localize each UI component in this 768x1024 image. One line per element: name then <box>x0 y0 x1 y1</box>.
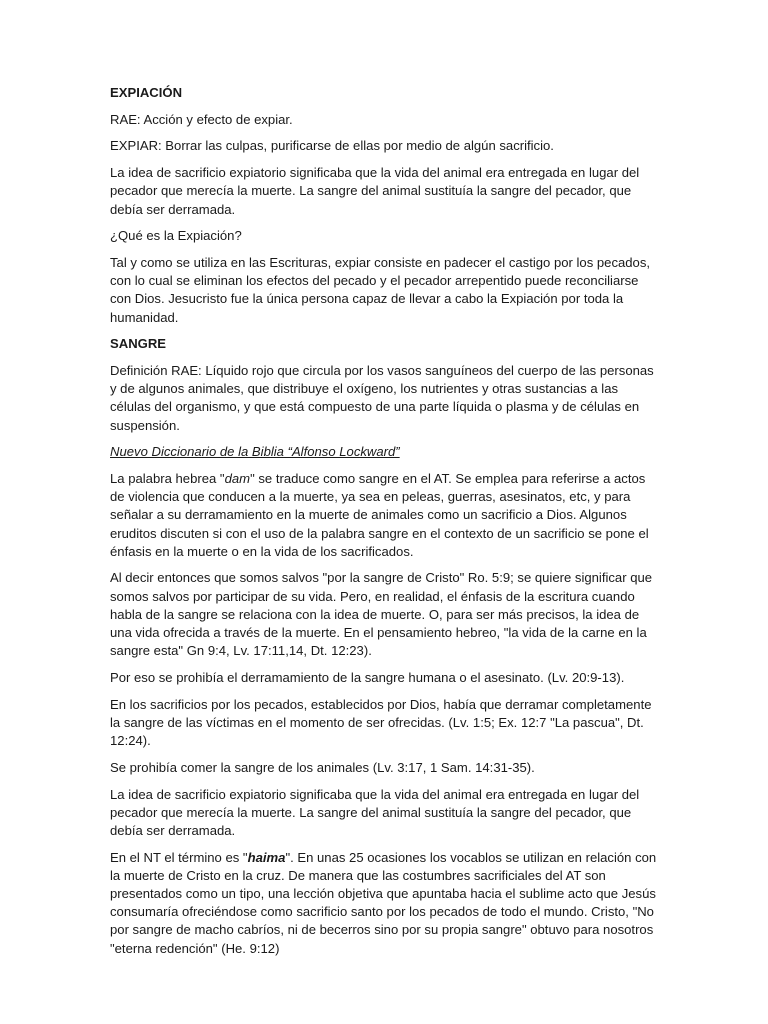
paragraph-dam-start: La palabra hebrea " <box>110 470 225 486</box>
rae-definition-sangre: Definición RAE: Líquido rojo que circula por los vasos sanguíneos del cuerpo de las personas y de algunos animales, que distribuye el oxígeno, los nutrientes y otras sustancias a las células del organismo, y que está compuesto de una parte líquida o plasma y de células en suspensión. <box>110 362 654 433</box>
paragraph-haima-rest: ". En unas 25 ocasiones los vocablos se utilizan en relación con la muerte de Cristo en la cruz. De manera que las costumbres sacrificiales del AT son presentados como un tipo, una lección objetiva que apuntaba hacia el sublime acto que Jesús consumaría ofreciéndose como sacrificio santo por los pecados de todo el mundo. Cristo, "No por sangre de macho cabríos, ni de becerros sino por su propia sangre" obtuvo para nosotros "eterna redención" (He. 9:12) <box>110 849 657 956</box>
paragraph-sacrificios-pecados: En los sacrificios por los pecados, establecidos por Dios, había que derramar completamente la sangre de las víctimas en el momento de ser ofrecidas. (Lv. 1:5; Ex. 12:7 "La pascua", Dt. 12:24). <box>110 696 652 749</box>
source-title: Nuevo Diccionario de la Biblia “Alfonso Lockward” <box>110 444 400 460</box>
paragraph-sacrificio-expiatorio: La idea de sacrificio expiatorio significaba que la vida del animal era entregada en lugar del pecador que merecía la muerte. La sangre del animal sustituía la sangre del pecador, que debía ser derramada. <box>110 165 640 217</box>
heading-sangre: SANGRE <box>110 336 167 352</box>
paragraph-prohibia-derramamiento: Por eso se prohibía el derramamiento de la sangre humana o el asesinato. (Lv. 20:9-13). <box>110 669 625 685</box>
paragraph-haima-start: En el NT el término es " <box>110 849 248 865</box>
paragraph-dam-rest: " se traduce como sangre en el AT. Se emplea para referirse a actos de violencia que conducen a la muerte, ya sea en peleas, guerras, asesinatos, etc, y para señalar a su derramamiento en la muerte de animales como un sacrificio a Dios. Algunos eruditos discuten si con el uso de la palabra sangre en el contexto de un sacrificio se pone el énfasis en la muerte o en la vida de los sacrificados. <box>110 470 649 559</box>
heading-expiacion: EXPIACIÓN <box>110 85 183 100</box>
document-page <box>110 84 662 966</box>
paragraph-prohibia-comer: Se prohibía comer la sangre de los animales (Lv. 3:17, 1 Sam. 14:31-35). <box>110 759 535 775</box>
term-haima: haima <box>247 849 286 865</box>
paragraph-haima <box>110 849 662 958</box>
paragraph-dam <box>110 470 662 561</box>
paragraph-sacrificio-expiatorio-repeat: La idea de sacrificio expiatorio significaba que la vida del animal era entregada en lugar del pecador que merecía la muerte. La sangre del animal sustituía la sangre del pecador, que debía ser derramada. <box>110 786 640 838</box>
question-que-es-expiacion: ¿Qué es la Expiación? <box>110 228 242 244</box>
paragraph-escrituras: Tal y como se utiliza en las Escrituras, expiar consiste en padecer el castigo por los pecados, con lo cual se eliminan los efectos del pecado y el pecador arrepentido puede reconciliarse con Dios. Jesucristo fue la única persona capaz de llevar a cabo la Expiación por toda la humanidad. <box>110 254 651 325</box>
term-dam: dam <box>224 470 251 486</box>
rae-definition-expiacion: RAE: Acción y efecto de expiar. <box>110 111 293 127</box>
paragraph-salvos: Al decir entonces que somos salvos "por la sangre de Cristo" Ro. 5:9; se quiere significar que somos salvos por participar de su vida. Pero, en realidad, el énfasis de la escritura cuando habla de la sangre se relaciona con la idea de muerte. O, para ser más precisos, la idea de una vida ofrecida a través de la muerte. En el pensamiento hebreo, "la vida de la carne en la sangre esta" Gn 9:4, Lv. 17:11,14, Dt. 12:23). <box>110 570 653 659</box>
expiar-definition: EXPIAR: Borrar las culpas, purificarse de ellas por medio de algún sacrificio. <box>110 138 554 154</box>
